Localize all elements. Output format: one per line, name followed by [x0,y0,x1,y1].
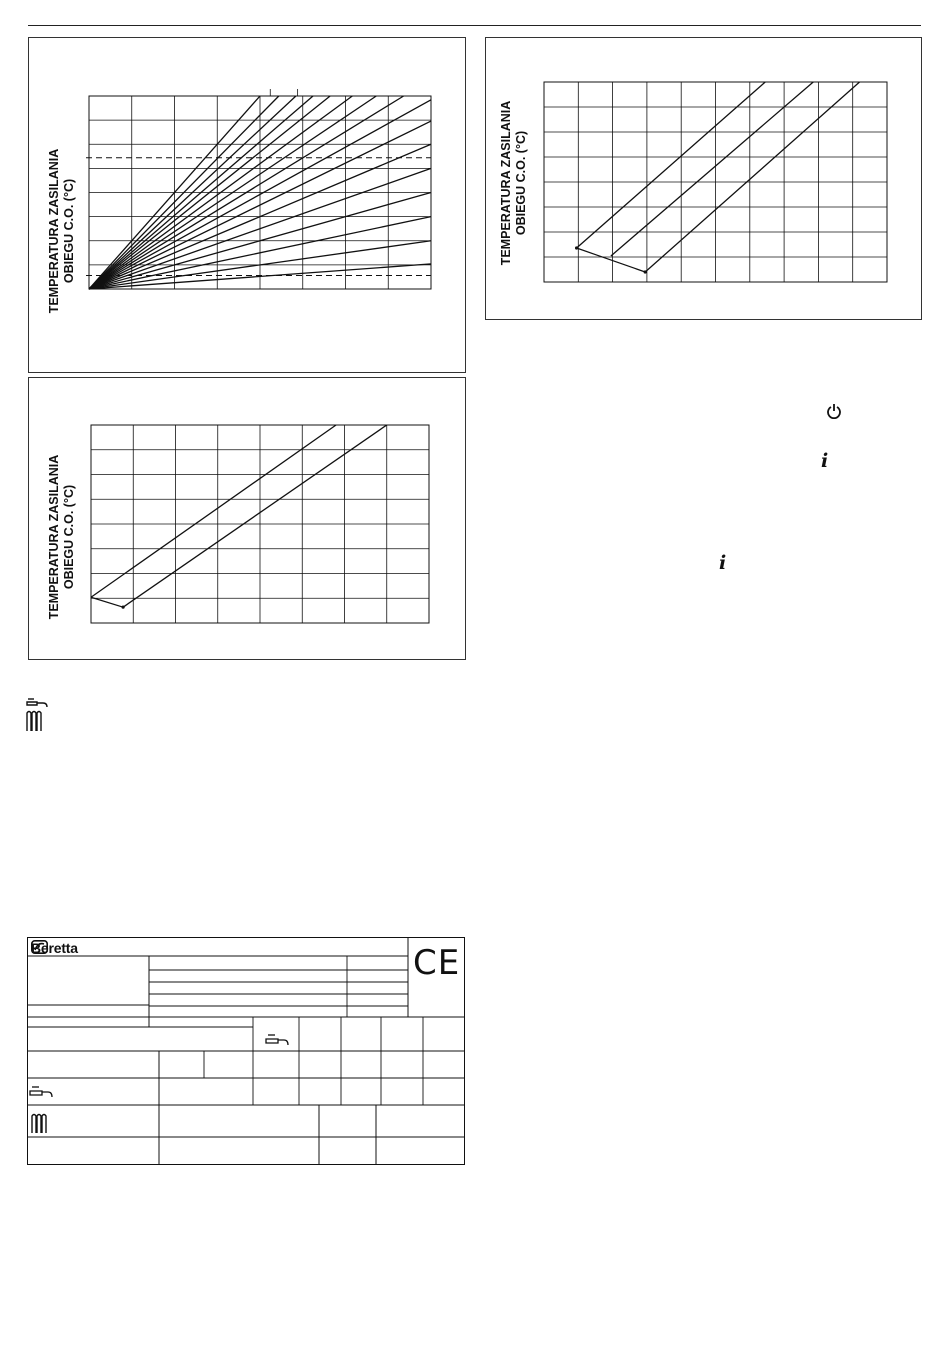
brand-name: Beretta [31,940,78,956]
shift-arrow-head [644,270,647,273]
shift-arrow [91,597,123,607]
info-icon: 𝒊 [719,552,727,574]
y-axis-label-line1: TEMPERATURA ZASILANIA [499,100,513,266]
brand-logo [31,940,78,956]
shift-arrow-tail [575,246,578,249]
heating-curve-shifted [611,82,813,256]
beretta-logo-icon [31,940,48,954]
rating-plate [27,937,465,1165]
chart-panel-shift [28,377,466,660]
chart-panel-curves [28,37,466,373]
top-rule [28,25,921,26]
y-axis-label-line2: OBIEGU C.O. (°C) [514,130,528,236]
shift-arrow [577,248,646,272]
y-axis-label-line2: OBIEGU C.O. (°C) [62,178,76,284]
radiator-tap-icon [24,697,50,738]
heating-curve [91,425,336,597]
shift-arrow-head [122,606,125,609]
chart-panel-shift-right [485,37,922,320]
y-axis-label-line2: OBIEGU C.O. (°C) [62,484,76,590]
info-icon: 𝒊 [821,450,829,472]
curve-shift-chart-right [486,38,921,319]
heating-curve-shifted [645,82,859,272]
ce-mark: CE [413,943,461,983]
curve-shift-chart [29,378,465,659]
heating-curve-shifted [123,425,387,607]
y-axis-label-line1: TEMPERATURA ZASILANIA [47,148,61,314]
rating-plate-grid [27,937,465,1165]
power-icon [826,403,842,424]
y-axis-label-line1: TEMPERATURA ZASILANIA [47,454,61,620]
heating-curves-chart [29,38,465,372]
